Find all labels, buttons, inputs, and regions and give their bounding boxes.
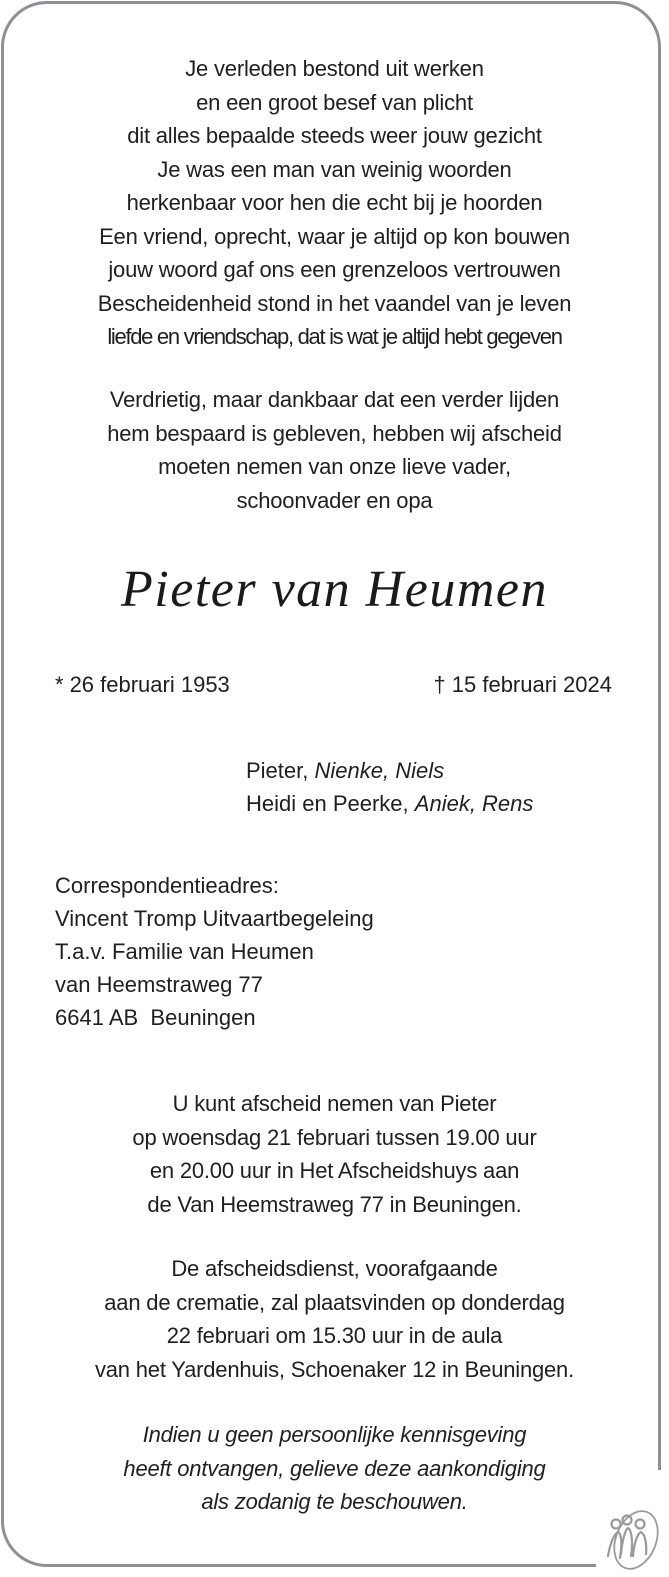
service-paragraph	[0, 1252, 669, 1386]
poem-line: herkenbaar voor hen die echt bij je hoorden	[126, 190, 543, 215]
notice-line: heeft ontvangen, gelieve deze aankondiging	[123, 1455, 546, 1481]
poem-line: en een groot besef van plicht	[196, 89, 473, 115]
service-line: van het Yardenhuis, Schoenaker 12 in Beuningen.	[94, 1356, 575, 1382]
poem-line: dit alles bepaalde steeds weer jouw gezicht	[127, 123, 542, 148]
address-line: T.a.v. Familie van Heumen	[55, 939, 314, 964]
notice-line: Indien u geen persoonlijke kennisgeving	[142, 1422, 527, 1447]
death-date-group	[434, 672, 612, 698]
family-parent: Pieter,	[246, 758, 309, 783]
deceased-name: Pieter van Heumen	[121, 561, 548, 618]
family-row	[246, 787, 533, 820]
service-line: 22 februari om 15.30 uur in de aula	[166, 1323, 503, 1348]
intro-line: Verdrietig, maar dankbaar dat een verder lijden	[109, 387, 560, 412]
address-label: Correspondentieadres:	[55, 873, 279, 898]
poem-line: Je was een man van weinig woorden	[157, 156, 512, 182]
birth-star-icon: *	[55, 672, 64, 697]
intro-paragraph	[0, 383, 669, 517]
death-cross-icon: †	[433, 672, 446, 697]
poem-line: Een vriend, oprecht, waar je altijd op kon bouwen	[99, 223, 570, 249]
address-line: 6641 AB Beuningen	[55, 1005, 256, 1030]
viewing-line: U kunt afscheid nemen van Pieter	[172, 1091, 497, 1116]
family-parent: Heidi en Peerke,	[246, 791, 409, 816]
service-line: aan de crematie, zal plaatsvinden op donderdag	[104, 1289, 565, 1315]
birth-date-group	[55, 672, 230, 698]
family-figures-icon	[600, 1506, 664, 1572]
viewing-line: de Van Heemstraweg 77 in Beuningen.	[147, 1191, 522, 1217]
poem-line: jouw woord gaf ons een grenzeloos vertrouwen	[108, 257, 561, 282]
intro-line: hem bespaard is gebleven, hebben wij afscheid	[107, 420, 562, 446]
family-children: Aniek, Rens	[414, 791, 534, 816]
poem-line: Bescheidenheid stond in het vaandel van je leven	[97, 290, 572, 316]
life-dates	[55, 672, 612, 698]
address-line: van Heemstraweg 77	[55, 972, 263, 997]
family-row	[246, 754, 533, 787]
death-date: 15 februari 2024	[451, 672, 612, 697]
family-list	[246, 754, 533, 820]
viewing-paragraph	[0, 1087, 669, 1221]
viewing-line: en 20.00 uur in Het Afscheidshuys aan	[149, 1158, 520, 1183]
viewing-line: op woensdag 21 februari tussen 19.00 uur	[132, 1124, 537, 1150]
notice-paragraph	[0, 1418, 669, 1519]
family-children: Nienke, Niels	[314, 758, 445, 783]
birth-date: 26 februari 1953	[69, 672, 230, 697]
correspondence-address	[55, 869, 374, 1034]
notice-line: als zodanig te beschouwen.	[201, 1489, 468, 1514]
poem-line: Je verleden bestond uit werken	[185, 56, 484, 81]
service-line: De afscheidsdienst, voorafgaande	[171, 1256, 498, 1281]
address-line: Vincent Tromp Uitvaartbegeleing	[55, 906, 374, 931]
intro-line: schoonvader en opa	[236, 487, 433, 513]
poem-line: liefde en vriendschap, dat is wat je altijd hebt gegeven	[107, 324, 562, 349]
poem	[0, 52, 669, 354]
intro-line: moeten nemen van onze lieve vader,	[158, 454, 511, 479]
